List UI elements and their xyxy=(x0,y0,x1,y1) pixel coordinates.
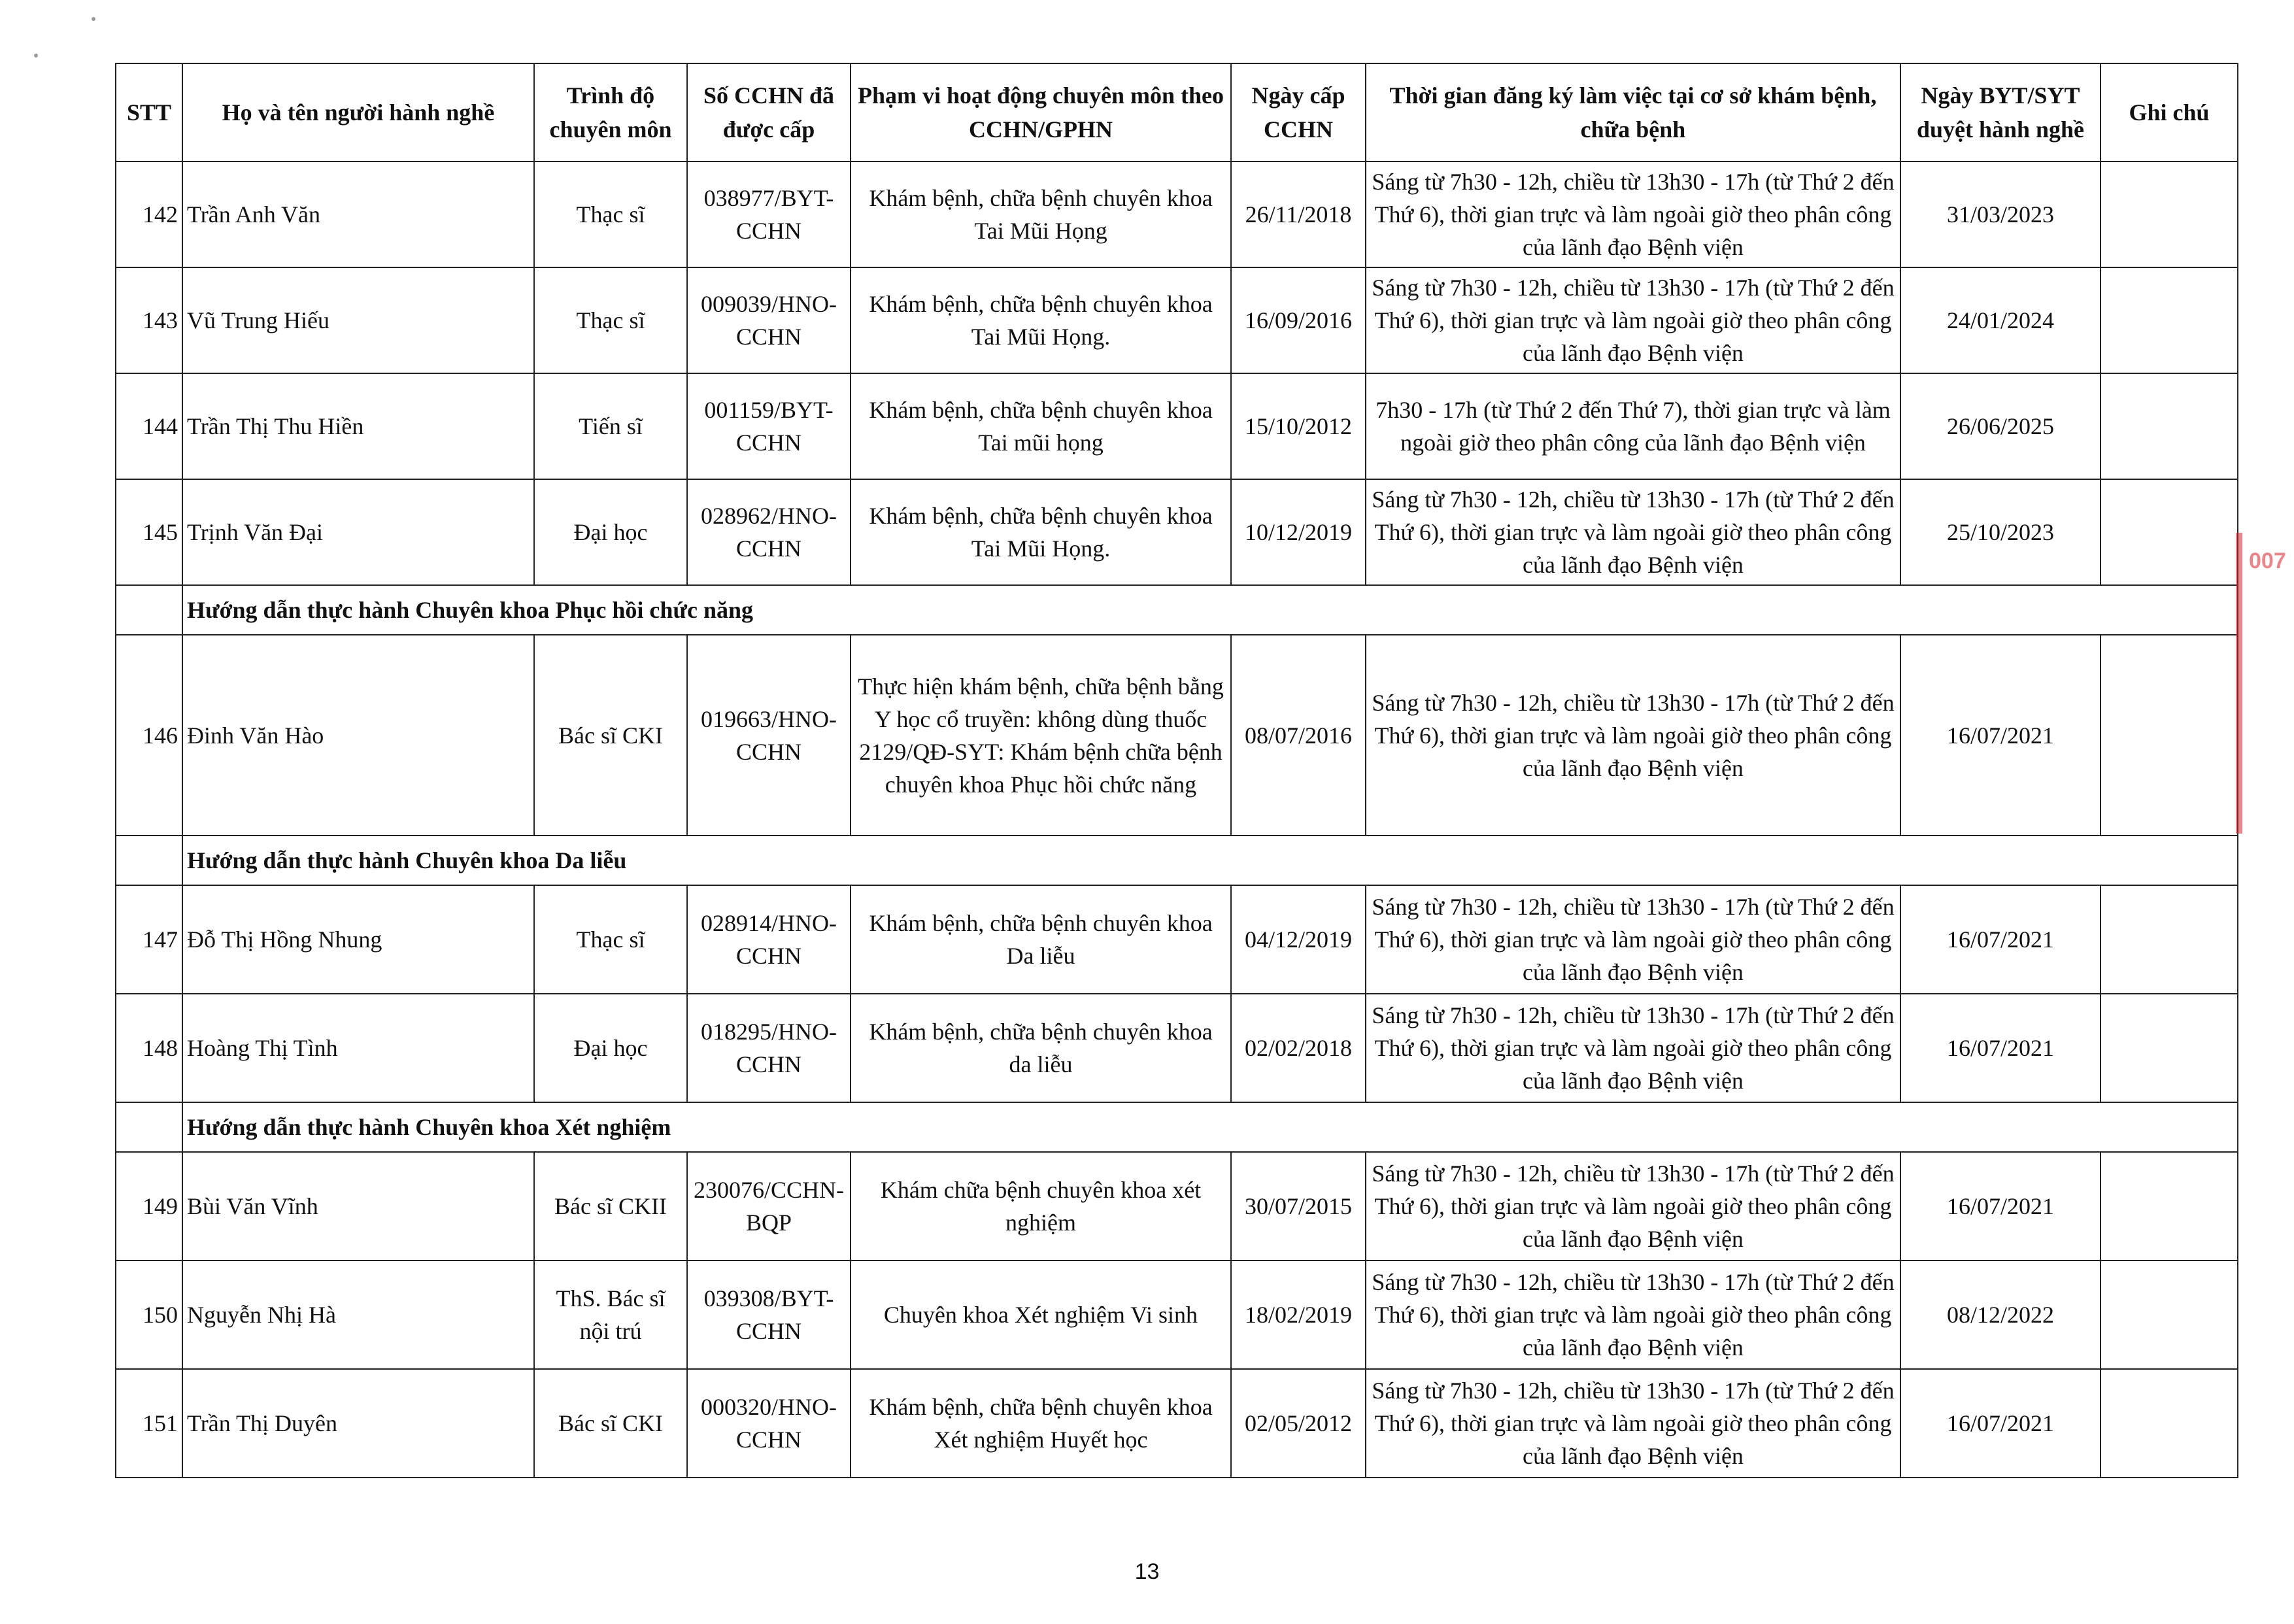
cell-stt: 142 xyxy=(116,161,182,267)
header-level: Trình độ chuyên môn xyxy=(534,63,687,161)
cell-name: Trịnh Văn Đại xyxy=(182,479,534,585)
cell-note xyxy=(2100,885,2238,994)
cell-stt: 144 xyxy=(116,373,182,479)
cell-note xyxy=(2100,267,2238,373)
cell-note xyxy=(2100,479,2238,585)
cell-stt: 146 xyxy=(116,635,182,836)
cell-note xyxy=(2100,161,2238,267)
cell-level: ThS. Bác sĩ nội trú xyxy=(534,1260,687,1369)
cell-stt: 150 xyxy=(116,1260,182,1369)
header-issue-date: Ngày cấp CCHN xyxy=(1231,63,1366,161)
cell-name: Trần Anh Văn xyxy=(182,161,534,267)
cell-level: Thạc sĩ xyxy=(534,267,687,373)
cell-scope: Chuyên khoa Xét nghiệm Vi sinh xyxy=(851,1260,1231,1369)
cell-license: 039308/BYT-CCHN xyxy=(687,1260,851,1369)
cell-note xyxy=(2100,1369,2238,1478)
practitioner-table xyxy=(115,63,2238,1478)
cell-schedule: Sáng từ 7h30 - 12h, chiều từ 13h30 - 17h (từ Thứ 2 đến Thứ 6), thời gian trực và làm ngoài giờ theo phân công của lãnh đạo Bệnh viện xyxy=(1366,161,1900,267)
cell-schedule: Sáng từ 7h30 - 12h, chiều từ 13h30 - 17h (từ Thứ 2 đến Thứ 6), thời gian trực và làm ngoài giờ theo phân công của lãnh đạo Bệnh viện xyxy=(1366,635,1900,836)
cell-license: 009039/HNO-CCHN xyxy=(687,267,851,373)
cell-note xyxy=(2100,373,2238,479)
cell-stt: 151 xyxy=(116,1369,182,1478)
cell-level: Bác sĩ CKII xyxy=(534,1152,687,1260)
cell-name: Đỗ Thị Hồng Nhung xyxy=(182,885,534,994)
cell-issue-date: 15/10/2012 xyxy=(1231,373,1366,479)
header-note: Ghi chú xyxy=(2100,63,2238,161)
cell-schedule: Sáng từ 7h30 - 12h, chiều từ 13h30 - 17h (từ Thứ 2 đến Thứ 6), thời gian trực và làm ngoài giờ theo phân công của lãnh đạo Bệnh viện xyxy=(1366,1260,1900,1369)
cell-scope: Khám bệnh, chữa bệnh chuyên khoa Da liễu xyxy=(851,885,1231,994)
cell-approval-date: 26/06/2025 xyxy=(1900,373,2100,479)
cell-issue-date: 10/12/2019 xyxy=(1231,479,1366,585)
table-row xyxy=(116,161,2238,267)
table-row xyxy=(116,1369,2238,1478)
section-title: Hướng dẫn thực hành Chuyên khoa Da liễu xyxy=(182,836,2238,885)
cell-approval-date: 24/01/2024 xyxy=(1900,267,2100,373)
cell-schedule: Sáng từ 7h30 - 12h, chiều từ 13h30 - 17h (từ Thứ 2 đến Thứ 6), thời gian trực và làm ngoài giờ theo phân công của lãnh đạo Bệnh viện xyxy=(1366,479,1900,585)
cell-license: 000320/HNO-CCHN xyxy=(687,1369,851,1478)
cell-name: Bùi Văn Vĩnh xyxy=(182,1152,534,1260)
cell-approval-date: 16/07/2021 xyxy=(1900,1152,2100,1260)
section-spacer xyxy=(116,585,182,635)
scan-speck xyxy=(34,54,38,58)
cell-approval-date: 08/12/2022 xyxy=(1900,1260,2100,1369)
cell-issue-date: 02/02/2018 xyxy=(1231,994,1366,1102)
cell-scope: Khám bệnh, chữa bệnh chuyên khoa Xét nghiệm Huyết học xyxy=(851,1369,1231,1478)
cell-stt: 145 xyxy=(116,479,182,585)
cell-approval-date: 31/03/2023 xyxy=(1900,161,2100,267)
cell-schedule: Sáng từ 7h30 - 12h, chiều từ 13h30 - 17h (từ Thứ 2 đến Thứ 6), thời gian trực và làm ngoài giờ theo phân công của lãnh đạo Bệnh viện xyxy=(1366,994,1900,1102)
section-row-rehab xyxy=(116,585,2238,635)
cell-level: Thạc sĩ xyxy=(534,885,687,994)
cell-level: Đại học xyxy=(534,994,687,1102)
section-title: Hướng dẫn thực hành Chuyên khoa Phục hồi chức năng xyxy=(182,585,2238,635)
table-row xyxy=(116,994,2238,1102)
cell-issue-date: 02/05/2012 xyxy=(1231,1369,1366,1478)
header-license: Số CCHN đã được cấp xyxy=(687,63,851,161)
header-approval-date: Ngày BYT/SYT duyệt hành nghề xyxy=(1900,63,2100,161)
page-number: 13 xyxy=(1134,1559,1160,1584)
cell-approval-date: 25/10/2023 xyxy=(1900,479,2100,585)
table-row xyxy=(116,1152,2238,1260)
header-schedule: Thời gian đăng ký làm việc tại cơ sở khám bệnh, chữa bệnh xyxy=(1366,63,1900,161)
table-header-row xyxy=(116,63,2238,161)
header-stt: STT xyxy=(116,63,182,161)
cell-level: Tiến sĩ xyxy=(534,373,687,479)
cell-schedule: Sáng từ 7h30 - 12h, chiều từ 13h30 - 17h (từ Thứ 2 đến Thứ 6), thời gian trực và làm ngoài giờ theo phân công của lãnh đạo Bệnh viện xyxy=(1366,267,1900,373)
cell-license: 230076/CCHN-BQP xyxy=(687,1152,851,1260)
cell-level: Thạc sĩ xyxy=(534,161,687,267)
table-row xyxy=(116,479,2238,585)
cell-license: 028914/HNO-CCHN xyxy=(687,885,851,994)
table-row xyxy=(116,885,2238,994)
cell-scope: Khám bệnh, chữa bệnh chuyên khoa Tai Mũi Họng. xyxy=(851,267,1231,373)
cell-scope: Khám bệnh, chữa bệnh chuyên khoa Tai Mũi Họng. xyxy=(851,479,1231,585)
cell-issue-date: 04/12/2019 xyxy=(1231,885,1366,994)
cell-license: 018295/HNO-CCHN xyxy=(687,994,851,1102)
section-row-lab xyxy=(116,1102,2238,1152)
cell-name: Hoàng Thị Tình xyxy=(182,994,534,1102)
cell-approval-date: 16/07/2021 xyxy=(1900,885,2100,994)
section-spacer xyxy=(116,1102,182,1152)
table-row xyxy=(116,267,2238,373)
section-title: Hướng dẫn thực hành Chuyên khoa Xét nghiệm xyxy=(182,1102,2238,1152)
section-spacer xyxy=(116,836,182,885)
cell-approval-date: 16/07/2021 xyxy=(1900,1369,2100,1478)
cell-note xyxy=(2100,994,2238,1102)
cell-schedule: Sáng từ 7h30 - 12h, chiều từ 13h30 - 17h (từ Thứ 2 đến Thứ 6), thời gian trực và làm ngoài giờ theo phân công của lãnh đạo Bệnh viện xyxy=(1366,885,1900,994)
cell-approval-date: 16/07/2021 xyxy=(1900,994,2100,1102)
cell-stt: 147 xyxy=(116,885,182,994)
cell-note xyxy=(2100,1260,2238,1369)
cell-note xyxy=(2100,1152,2238,1260)
cell-issue-date: 08/07/2016 xyxy=(1231,635,1366,836)
cell-name: Trần Thị Thu Hiền xyxy=(182,373,534,479)
scan-speck xyxy=(92,17,95,21)
cell-issue-date: 26/11/2018 xyxy=(1231,161,1366,267)
cell-scope: Thực hiện khám bệnh, chữa bệnh bằng Y học cổ truyền: không dùng thuốc 2129/QĐ-SYT: Khám bệnh chữa bệnh chuyên khoa Phục hồi chức năng xyxy=(851,635,1231,836)
cell-issue-date: 30/07/2015 xyxy=(1231,1152,1366,1260)
cell-scope: Khám bệnh, chữa bệnh chuyên khoa Tai mũi họng xyxy=(851,373,1231,479)
cell-note xyxy=(2100,635,2238,836)
section-row-derm xyxy=(116,836,2238,885)
cell-scope: Khám bệnh, chữa bệnh chuyên khoa Tai Mũi Họng xyxy=(851,161,1231,267)
table-row xyxy=(116,373,2238,479)
header-scope: Phạm vi hoạt động chuyên môn theo CCHN/GPHN xyxy=(851,63,1231,161)
cell-level: Đại học xyxy=(534,479,687,585)
cell-name: Nguyễn Nhị Hà xyxy=(182,1260,534,1369)
cell-schedule: 7h30 - 17h (từ Thứ 2 đến Thứ 7), thời gian trực và làm ngoài giờ theo phân công của lãnh đạo Bệnh viện xyxy=(1366,373,1900,479)
cell-issue-date: 18/02/2019 xyxy=(1231,1260,1366,1369)
cell-issue-date: 16/09/2016 xyxy=(1231,267,1366,373)
cell-scope: Khám chữa bệnh chuyên khoa xét nghiệm xyxy=(851,1152,1231,1260)
cell-schedule: Sáng từ 7h30 - 12h, chiều từ 13h30 - 17h (từ Thứ 2 đến Thứ 6), thời gian trực và làm ngoài giờ theo phân công của lãnh đạo Bệnh viện xyxy=(1366,1369,1900,1478)
table-row xyxy=(116,1260,2238,1369)
cell-license: 028962/HNO-CCHN xyxy=(687,479,851,585)
cell-stt: 149 xyxy=(116,1152,182,1260)
red-stamp-fragment xyxy=(2236,533,2294,834)
cell-stt: 148 xyxy=(116,994,182,1102)
cell-scope: Khám bệnh, chữa bệnh chuyên khoa da liễu xyxy=(851,994,1231,1102)
cell-level: Bác sĩ CKI xyxy=(534,1369,687,1478)
cell-schedule: Sáng từ 7h30 - 12h, chiều từ 13h30 - 17h (từ Thứ 2 đến Thứ 6), thời gian trực và làm ngoài giờ theo phân công của lãnh đạo Bệnh viện xyxy=(1366,1152,1900,1260)
table-row xyxy=(116,635,2238,836)
cell-name: Vũ Trung Hiếu xyxy=(182,267,534,373)
cell-license: 019663/HNO-CCHN xyxy=(687,635,851,836)
cell-stt: 143 xyxy=(116,267,182,373)
cell-name: Đinh Văn Hào xyxy=(182,635,534,836)
header-name: Họ và tên người hành nghề xyxy=(182,63,534,161)
cell-name: Trần Thị Duyên xyxy=(182,1369,534,1478)
cell-level: Bác sĩ CKI xyxy=(534,635,687,836)
stamp-text: 007 xyxy=(2249,549,2286,573)
cell-approval-date: 16/07/2021 xyxy=(1900,635,2100,836)
cell-license: 038977/BYT-CCHN xyxy=(687,161,851,267)
cell-license: 001159/BYT-CCHN xyxy=(687,373,851,479)
